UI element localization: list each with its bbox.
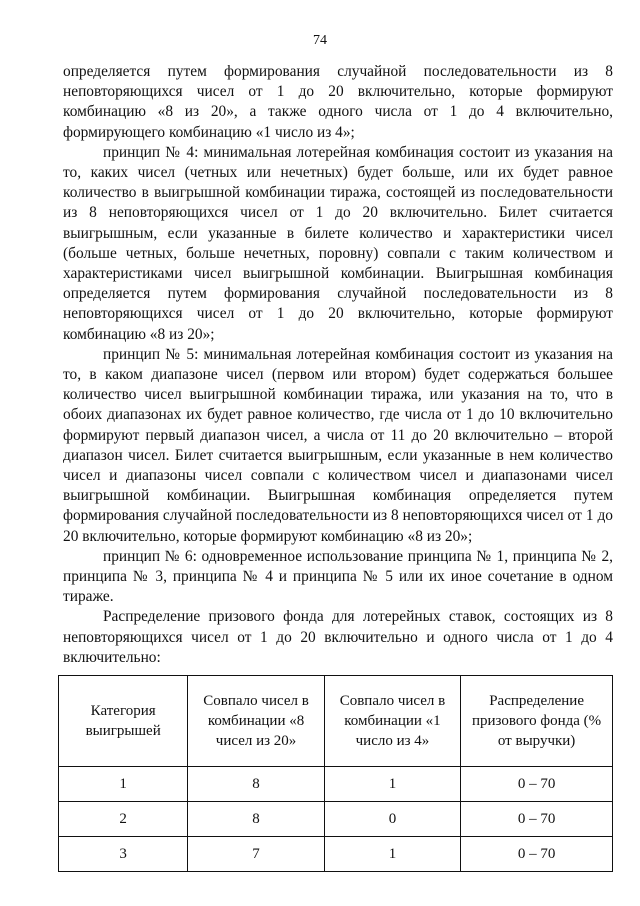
column-header: Распределение призового фонда (% от выручки) bbox=[461, 676, 613, 767]
table-cell: 0 – 70 bbox=[461, 802, 613, 837]
paragraph: определяется путем формирования случайной последовательности из 8 неповторяющихся чисел от 1 до 20 включительно, которые формируют комбинацию «8 из 20», а также одного числа от 1 до 4 включительно, формирующего комбинацию «1 число из 4»; bbox=[63, 63, 613, 141]
table-cell: 3 bbox=[59, 837, 188, 872]
table-cell: 0 – 70 bbox=[461, 837, 613, 872]
table-cell: 0 – 70 bbox=[461, 767, 613, 802]
body-text bbox=[63, 62, 613, 668]
table-row bbox=[59, 837, 613, 872]
paragraph: принцип № 6: одновременное использование принципа № 1, принципа № 2, принципа № 3, принципа № 4 и принципа № 5 или их иное сочетание в одном тираже. bbox=[63, 547, 613, 606]
column-header: Совпало чисел в комбинации «8 чисел из 20» bbox=[188, 676, 324, 767]
table-cell: 8 bbox=[188, 767, 324, 802]
page-number: 74 bbox=[313, 33, 327, 48]
table-header-row bbox=[59, 676, 613, 767]
paragraph: принцип № 4: минимальная лотерейная комбинация состоит из указания на то, каких чисел (четных или нечетных) будет больше, или их будет равное количество в выигрышной комбинации тиража, состоящей из последовательности из 8 неповторяющихся чисел от 1 до 20 включительно. Билет считается выигрышным, если указанные в билете количество и характеристики чисел (больше четных, больше нечетных, поровну) совпали с таким количеством и характеристиками чисел выигрышной комбинации. Выигрышная комбинация определяется путем формирования случайной последовательности из 8 неповторяющихся чисел от 1 до 20 включительно, которые формируют комбинацию «8 из 20»; bbox=[63, 143, 613, 343]
table-cell: 7 bbox=[188, 837, 324, 872]
column-header: Категория выигрышей bbox=[59, 676, 188, 767]
table-cell: 1 bbox=[324, 767, 460, 802]
table-row bbox=[59, 767, 613, 802]
paragraph: Распределение призового фонда для лотерейных ставок, состоящих из 8 неповторяющихся чисел от 1 до 20 включительно и одного числа от 1 до 4 включительно: bbox=[63, 608, 613, 666]
table-cell: 8 bbox=[188, 802, 324, 837]
table-cell: 1 bbox=[324, 837, 460, 872]
table-cell: 2 bbox=[59, 802, 188, 837]
prize-distribution-table bbox=[58, 675, 613, 872]
table-cell: 0 bbox=[324, 802, 460, 837]
column-header: Совпало чисел в комбинации «1 число из 4» bbox=[324, 676, 460, 767]
table-cell: 1 bbox=[59, 767, 188, 802]
paragraph: принцип № 5: минимальная лотерейная комбинация состоит из указания на то, в каком диапазоне чисел (первом или втором) будет содержаться большее количество чисел выигрышной комбинации тиража, или указания на то, что в обоих диапазонах их будет равное количество, где числа от 1 до 10 включительно формируют первый диапазон чисел, а числа от 11 до 20 включительно – второй диапазон чисел. Билет считается выигрышным, если указанные в нем количество чисел и диапазоны чисел совпали с количеством чисел и диапазонами чисел выигрышной комбинации. Выигрышная комбинация определяется путем формирования случайной последовательности из 8 неповторяющихся чисел от 1 до 20 включительно, которые формируют комбинацию «8 из 20»; bbox=[63, 345, 613, 545]
table-row bbox=[59, 802, 613, 837]
